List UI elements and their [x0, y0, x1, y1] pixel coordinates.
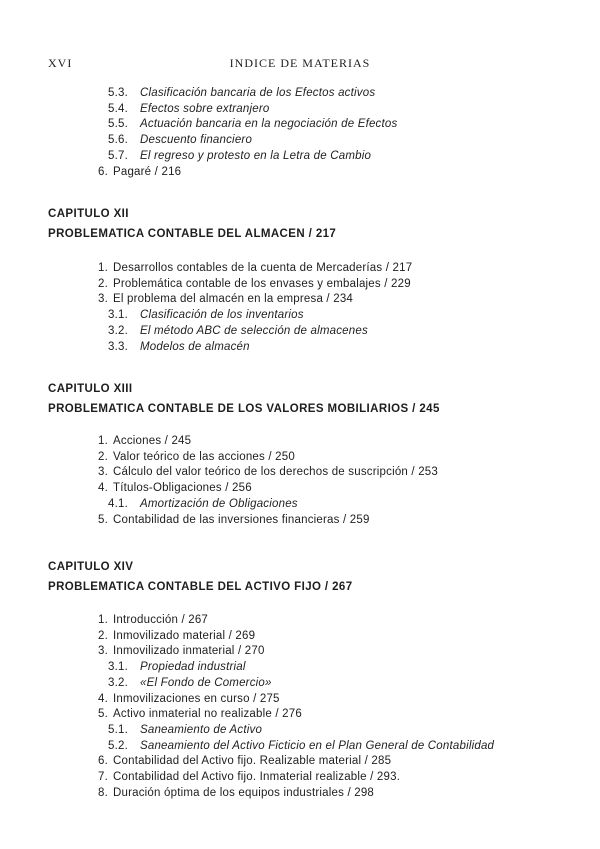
entry-number: 3. — [98, 466, 108, 478]
entry-text: Pagaré / 216 — [113, 166, 182, 178]
toc-entry — [86, 692, 280, 706]
entry-number: 5.5. — [108, 118, 128, 130]
entry-number: 3.2. — [108, 325, 128, 337]
entry-text: Contabilidad del Activo fijo. Inmaterial realizable / 293. — [113, 771, 401, 783]
entry-number: 5.2. — [108, 740, 128, 752]
entry-text: Cálculo del valor teórico de los derechos de suscripción / 253 — [113, 466, 438, 478]
entry-number: 5.3. — [108, 87, 128, 99]
toc-entry — [86, 277, 411, 291]
page-header — [48, 56, 552, 72]
chapter-title: PROBLEMATICA CONTABLE DEL ALMACEN / 217 — [48, 228, 337, 240]
toc-subentry — [108, 723, 262, 737]
entry-number: 3. — [98, 293, 108, 305]
entry-number: 5. — [98, 708, 108, 720]
entry-text: Valor teórico de las acciones / 250 — [113, 451, 295, 463]
toc-subentry — [108, 660, 246, 674]
toc-entry — [86, 707, 302, 721]
entry-number: 5. — [98, 514, 108, 526]
entry-number: 1. — [98, 262, 108, 274]
entry-number: 5.1. — [108, 724, 128, 736]
entry-number: 6. — [98, 166, 108, 178]
toc-subentry — [108, 340, 250, 354]
entry-number: 3.1. — [108, 661, 128, 673]
toc-entry — [86, 613, 208, 627]
toc-subentry — [108, 117, 397, 131]
entry-number: 4. — [98, 482, 108, 494]
toc-subentry — [108, 149, 371, 163]
running-title: INDICE DE MATERIAS — [229, 56, 371, 70]
entry-text: Duración óptima de los equipos industriales / 298 — [113, 787, 375, 799]
page-number: XVI — [48, 56, 73, 70]
entry-text: Títulos-Obligaciones / 256 — [113, 482, 252, 494]
entry-number: 4.1. — [108, 498, 128, 510]
entry-text: Desarrollos contables de la cuenta de Mercaderías / 217 — [113, 262, 413, 274]
entry-number: 2. — [98, 630, 108, 642]
entry-number: 5.4. — [108, 103, 128, 115]
toc-entry — [86, 786, 374, 800]
toc-entry — [86, 450, 295, 464]
entry-number: 5.7. — [108, 150, 128, 162]
entry-text: Clasificación de los inventarios — [140, 309, 304, 321]
entry-text: Contabilidad del Activo fijo. Realizable material / 285 — [113, 755, 392, 767]
entry-text: «El Fondo de Comercio» — [140, 677, 272, 689]
toc-subentry — [108, 102, 269, 116]
entry-text: El método ABC de selección de almacenes — [140, 325, 368, 337]
entry-text: El problema del almacén en la empresa / 234 — [113, 293, 354, 305]
toc-entry — [86, 754, 391, 768]
entry-number: 6. — [98, 755, 108, 767]
toc-entry — [86, 770, 400, 784]
entry-text: Efectos sobre extranjero — [140, 103, 270, 115]
entry-text: Saneamiento de Activo — [140, 724, 263, 736]
entry-number: 3.3. — [108, 341, 128, 353]
entry-text: Amortización de Obligaciones — [140, 498, 298, 510]
entry-text: Inmovilizaciones en curso / 275 — [113, 693, 280, 705]
toc-subentry — [108, 308, 304, 322]
chapter-label: CAPITULO XIII — [48, 383, 133, 395]
toc-subentry — [108, 324, 368, 338]
entry-number: 2. — [98, 278, 108, 290]
chapter-title: PROBLEMATICA CONTABLE DEL ACTIVO FIJO / 267 — [48, 581, 353, 593]
entry-number: 1. — [98, 614, 108, 626]
entry-text: Clasificación bancaria de los Efectos activos — [140, 87, 376, 99]
entry-number: 4. — [98, 693, 108, 705]
toc-entry — [86, 644, 265, 658]
entry-text: Contabilidad de las inversiones financieras / 259 — [113, 514, 370, 526]
entry-number: 3.1. — [108, 309, 128, 321]
entry-text: Inmovilizado material / 269 — [113, 630, 256, 642]
toc-subentry — [108, 739, 494, 753]
entry-text: Actuación bancaria en la negociación de Efectos — [140, 118, 398, 130]
entry-text: Introducción / 267 — [113, 614, 209, 626]
entry-number: 5.6. — [108, 134, 128, 146]
entry-text: Propiedad industrial — [140, 661, 246, 673]
entry-number: 3. — [98, 645, 108, 657]
toc-subentry — [108, 497, 298, 511]
toc-entry — [86, 629, 255, 643]
toc-entry — [86, 465, 438, 479]
entry-number: 3.2. — [108, 677, 128, 689]
entry-text: Modelos de almacén — [140, 341, 250, 353]
entry-text: Descuento financiero — [140, 134, 253, 146]
entry-text: Activo inmaterial no realizable / 276 — [113, 708, 302, 720]
entry-number: 2. — [98, 451, 108, 463]
toc-entry — [86, 481, 252, 495]
entry-text: El regreso y protesto en la Letra de Cambio — [140, 150, 372, 162]
toc-subentry — [108, 676, 272, 690]
toc-entry — [86, 261, 412, 275]
toc-subentry — [108, 86, 375, 100]
entry-text: Saneamiento del Activo Ficticio en el Plan General de Contabilidad — [140, 740, 495, 752]
toc-entry — [86, 292, 353, 306]
entry-number: 7. — [98, 771, 108, 783]
toc-entry — [86, 513, 370, 527]
toc-subentry — [108, 133, 252, 147]
entry-number: 1. — [98, 435, 108, 447]
entry-number: 8. — [98, 787, 108, 799]
entry-text: Acciones / 245 — [113, 435, 192, 447]
entry-text: Inmovilizado inmaterial / 270 — [113, 645, 265, 657]
chapter-label: CAPITULO XIV — [48, 561, 134, 573]
entry-text: Problemática contable de los envases y embalajes / 229 — [113, 278, 411, 290]
chapter-title: PROBLEMATICA CONTABLE DE LOS VALORES MOBILIARIOS / 245 — [48, 403, 440, 415]
toc-entry — [86, 165, 181, 179]
toc-entry — [86, 434, 191, 448]
chapter-label: CAPITULO XII — [48, 208, 129, 220]
